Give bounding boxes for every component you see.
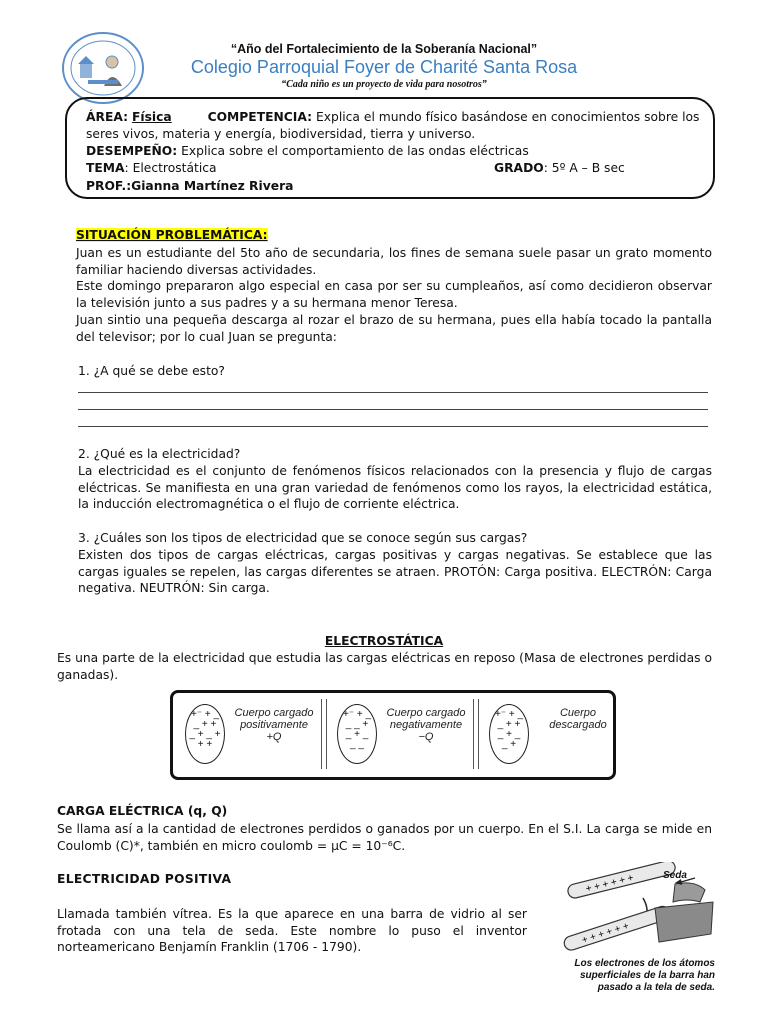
answer-2: La electricidad es el conjunto de fenómenos físicos relacionados con la presencia y flujo de cargas eléctricas. Se manifiesta en una gran variedad de fenómenos como los rayos, la electricidad estática, la inducción electromagnética o el flujo de corriente eléctrica. [78,464,712,512]
tema-label: TEMA [86,161,125,175]
neutral-body-circle: +⁻ + _ _ + + _ + _ _ + [489,704,529,764]
area-line [86,109,706,126]
negative-body-label [381,707,471,743]
answer-3: Existen dos tipos de cargas eléctricas, cargas positivas y cargas negativas. Se establece que las cargas iguales se repelen, las cargas diferentes se atraen. PROTÓN: Carga positiva. ELECTRÓN: Carga negativa. NEUTRÓN: Sin carga. [78,548,712,596]
area-label: ÁREA: [86,110,129,124]
situacion-p1: Juan es un estudiante del 5to año de secundaria, los fines de semana suele pasar un grato momento familiar haciendo diversas actividades. [76,246,712,277]
positiva-text: Llamada también vítrea. Es la que aparece en una barra de vidrio al ser frotada con una tela de seda. Este nombre lo puso el inventor norteamericano Benjamín Franklin (1706 - 1790). [57,907,527,955]
silk-label: Seda [663,870,687,881]
prof-name: Gianna Martínez Rivera [131,179,294,193]
desempeno-line [86,143,706,160]
situacion-title [76,227,268,244]
grado-line [494,160,625,177]
negative-body [327,693,475,777]
positive-body-name: Cuerpo cargado positivamente [234,707,314,731]
svg-text:+ + + + + +: + + + + + + [584,872,635,896]
answer-line-2[interactable] [78,409,708,410]
electrostatica-text: Es una parte de la electricidad que estudia las cargas eléctricas en reposo (Masa de electrones perdidas o ganadas). [57,651,712,682]
carga-text: Se llama así a la cantidad de electrones perdidos o ganados por un cuerpo. En el S.I. La carga se mide en Coulomb (C)*, también en micro coulomb = μC = 10⁻⁶C. [57,822,712,853]
positiva-title: ELECTRICIDAD POSITIVA [57,872,232,886]
question-1: 1. ¿A qué se debe esto? [78,364,225,378]
positive-body-circle: +⁻ + _ _ + + _ + _ + + + [185,704,225,764]
negative-body-circle: +⁻ + _ _ _ + _ + _ _ _ [337,704,377,764]
tema-text: : Electrostática [124,161,217,175]
positive-body-q: +Q [266,731,282,743]
silk-figure-caption: Los electrones de los átomos superficiales de la barra han pasado a la tela de seda. [574,958,715,993]
carga-title: CARGA ELÉCTRICA (q, Q) [57,804,228,818]
competencia-text-2: seres vivos, materia y energía, biodiversidad, tierra y universo. [86,127,476,141]
neutral-body [479,693,627,777]
negative-body-name: Cuerpo cargado negativamente [386,707,466,731]
school-motto: “Cada niño es un proyecto de vida para nosotros” [281,79,487,90]
year-line: “Año del Fortalecimiento de la Soberanía Nacional” [230,42,538,56]
negative-body-q: −Q [418,731,434,743]
competencia-label: COMPETENCIA: [207,110,313,124]
desempeno-label: DESEMPEÑO: [86,144,178,158]
question-2: 2. ¿Qué es la electricidad? [78,447,241,461]
situacion-p3: Juan sintio una pequeña descarga al rozar el brazo de su hermana, pues ella había tocado la pantalla del televisor; por lo cual Juan se pregunta: [76,313,712,344]
prof-line [86,178,706,195]
positive-body-label [229,707,319,743]
electrostatica-title: ELECTROSTÁTICA [324,634,444,648]
school-name: Colegio Parroquial Foyer de Charité Santa Rosa [190,57,578,77]
neutral-body-label: Cuerpo descargado [549,707,607,731]
answer-line-3[interactable] [78,426,708,427]
situacion-p2: Este domingo prepararon algo especial en casa por ser su cumpleaños, así como decidieron observar la televisión junto a sus padres y a su hermana menor Teresa. [76,279,712,310]
grado-text: : 5º A – B sec [543,161,625,175]
positive-body [175,693,323,777]
grado-label: GRADO [494,161,544,175]
question-3: 3. ¿Cuáles son los tipos de electricidad que se conoce según sus cargas? [78,531,528,545]
svg-text:+ + + + + +: + + + + + + [580,920,631,947]
prof-label: PROF.: [86,179,132,193]
situacion-title-text: SITUACIÓN PROBLEMÁTICA: [76,228,268,242]
desempeno-text: Explica sobre el comportamiento de las ondas eléctricas [181,144,529,158]
competencia-text-1: Explica el mundo físico basándose en conocimientos sobre los [315,110,700,124]
charge-types-figure [170,690,616,780]
answer-line-1[interactable] [78,392,708,393]
area-value: Física [131,110,172,124]
